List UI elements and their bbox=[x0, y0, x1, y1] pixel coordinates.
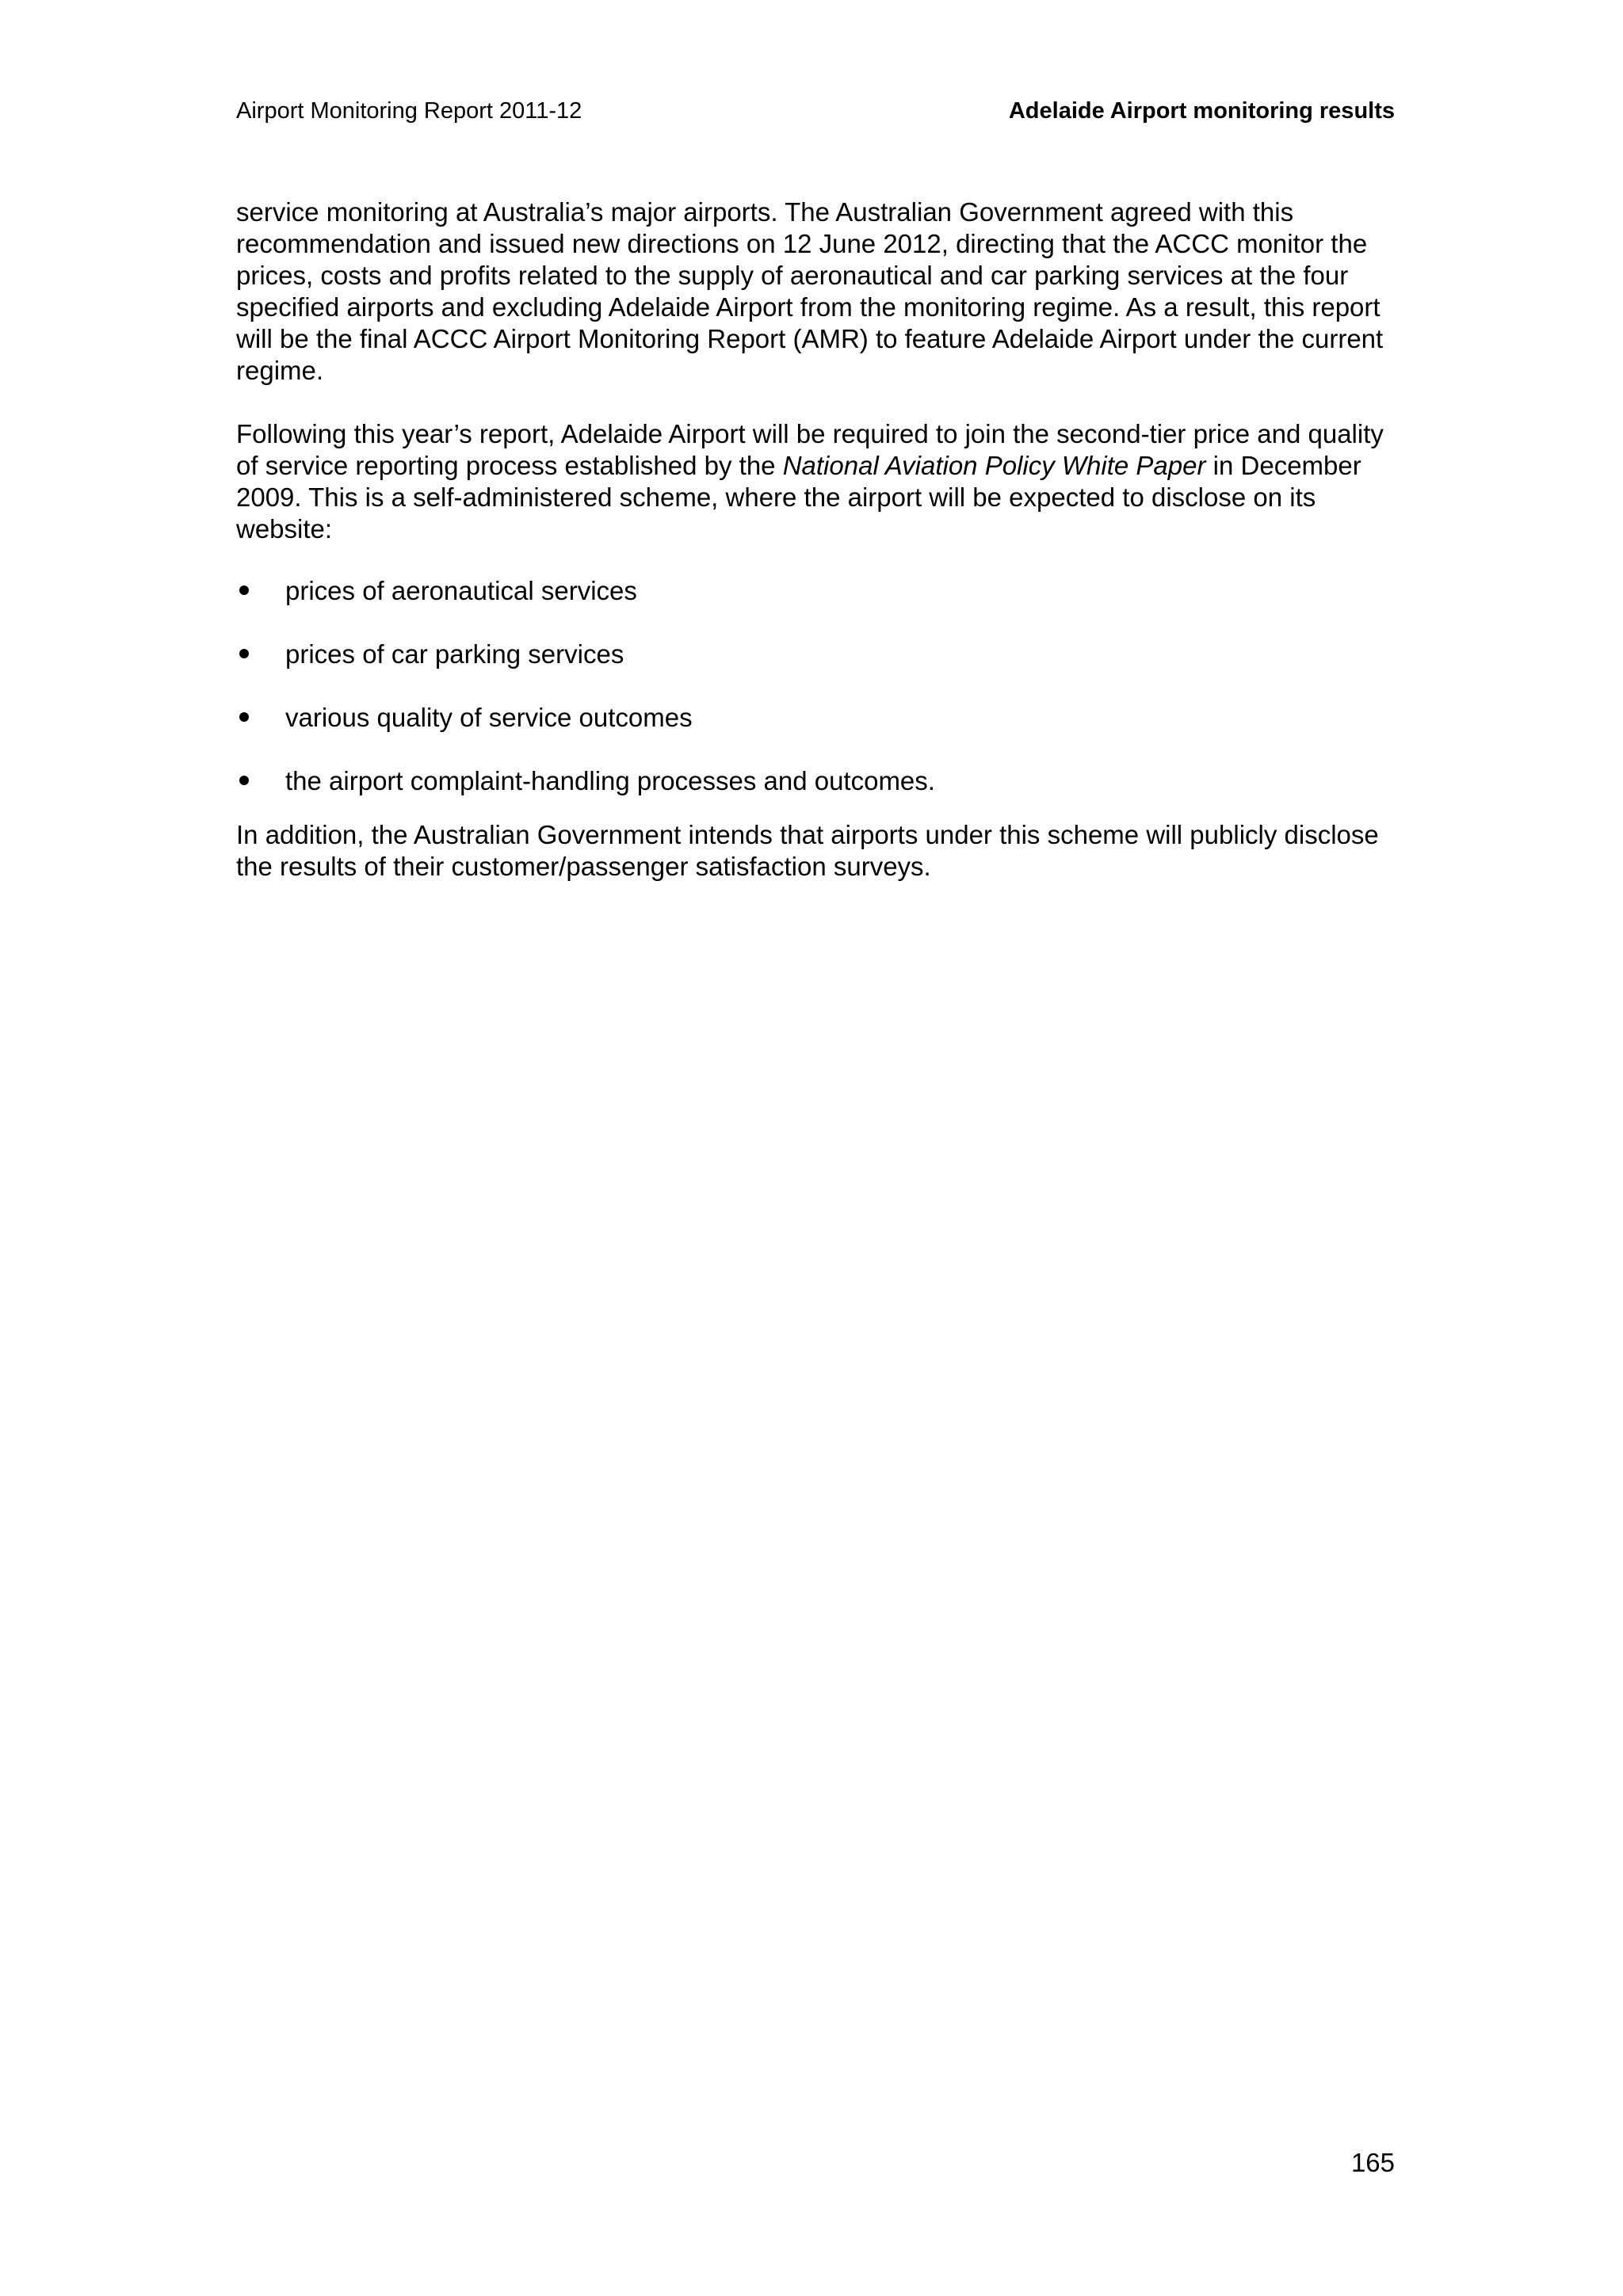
paragraph-2-text-start: Following this year’s report, Adelaide Airport will be required to join the second-tier price and quality of service reporting process established by the bbox=[236, 419, 1384, 480]
header-report-title: Airport Monitoring Report 2011-12 bbox=[236, 98, 582, 124]
list-item-text: prices of aeronautical services bbox=[285, 576, 637, 605]
list-item-text: various quality of service outcomes bbox=[285, 703, 693, 732]
page-body bbox=[236, 196, 1401, 883]
list-item bbox=[236, 639, 1401, 670]
list-item-text: prices of car parking services bbox=[285, 639, 624, 669]
white-paper-title: National Aviation Policy White Paper bbox=[782, 451, 1206, 480]
list-item bbox=[236, 702, 1401, 734]
body-paragraph-3: In addition, the Australian Government intends that airports under this scheme will publicly disclose the results of their customer/passenger satisfaction surveys. bbox=[236, 820, 1379, 881]
list-item bbox=[236, 765, 1401, 797]
bullet-icon bbox=[239, 585, 249, 595]
body-paragraph-2 bbox=[236, 418, 1401, 545]
page-header bbox=[236, 93, 1395, 128]
page-number: 165 bbox=[1350, 2148, 1395, 2177]
disclosure-list bbox=[236, 575, 1401, 797]
list-item-text: the airport complaint-handling processes and outcomes. bbox=[285, 766, 935, 795]
body-paragraph-1: service monitoring at Australia’s major airports. The Australian Government agreed with this recommendation and issued new directions on 12 June 2012, directing that the ACCC monitor the prices, costs and profits related to the supply of aeronautical and car parking services at the four specified airports and excluding Adelaide Airport from the monitoring regime. As a result, this report will be the final ACCC Airport Monitoring Report (AMR) to feature Adelaide Airport under the current regime. bbox=[236, 197, 1384, 385]
list-item bbox=[236, 575, 1401, 607]
bullet-icon bbox=[239, 776, 249, 785]
bullet-icon bbox=[239, 649, 249, 658]
paragraph-2-text-end: in December 2009. This is a self-administered scheme, where the airport will be expected to disclose on its website: bbox=[236, 451, 1361, 543]
header-section-title: Adelaide Airport monitoring results bbox=[1008, 98, 1395, 124]
bullet-icon bbox=[239, 712, 249, 722]
